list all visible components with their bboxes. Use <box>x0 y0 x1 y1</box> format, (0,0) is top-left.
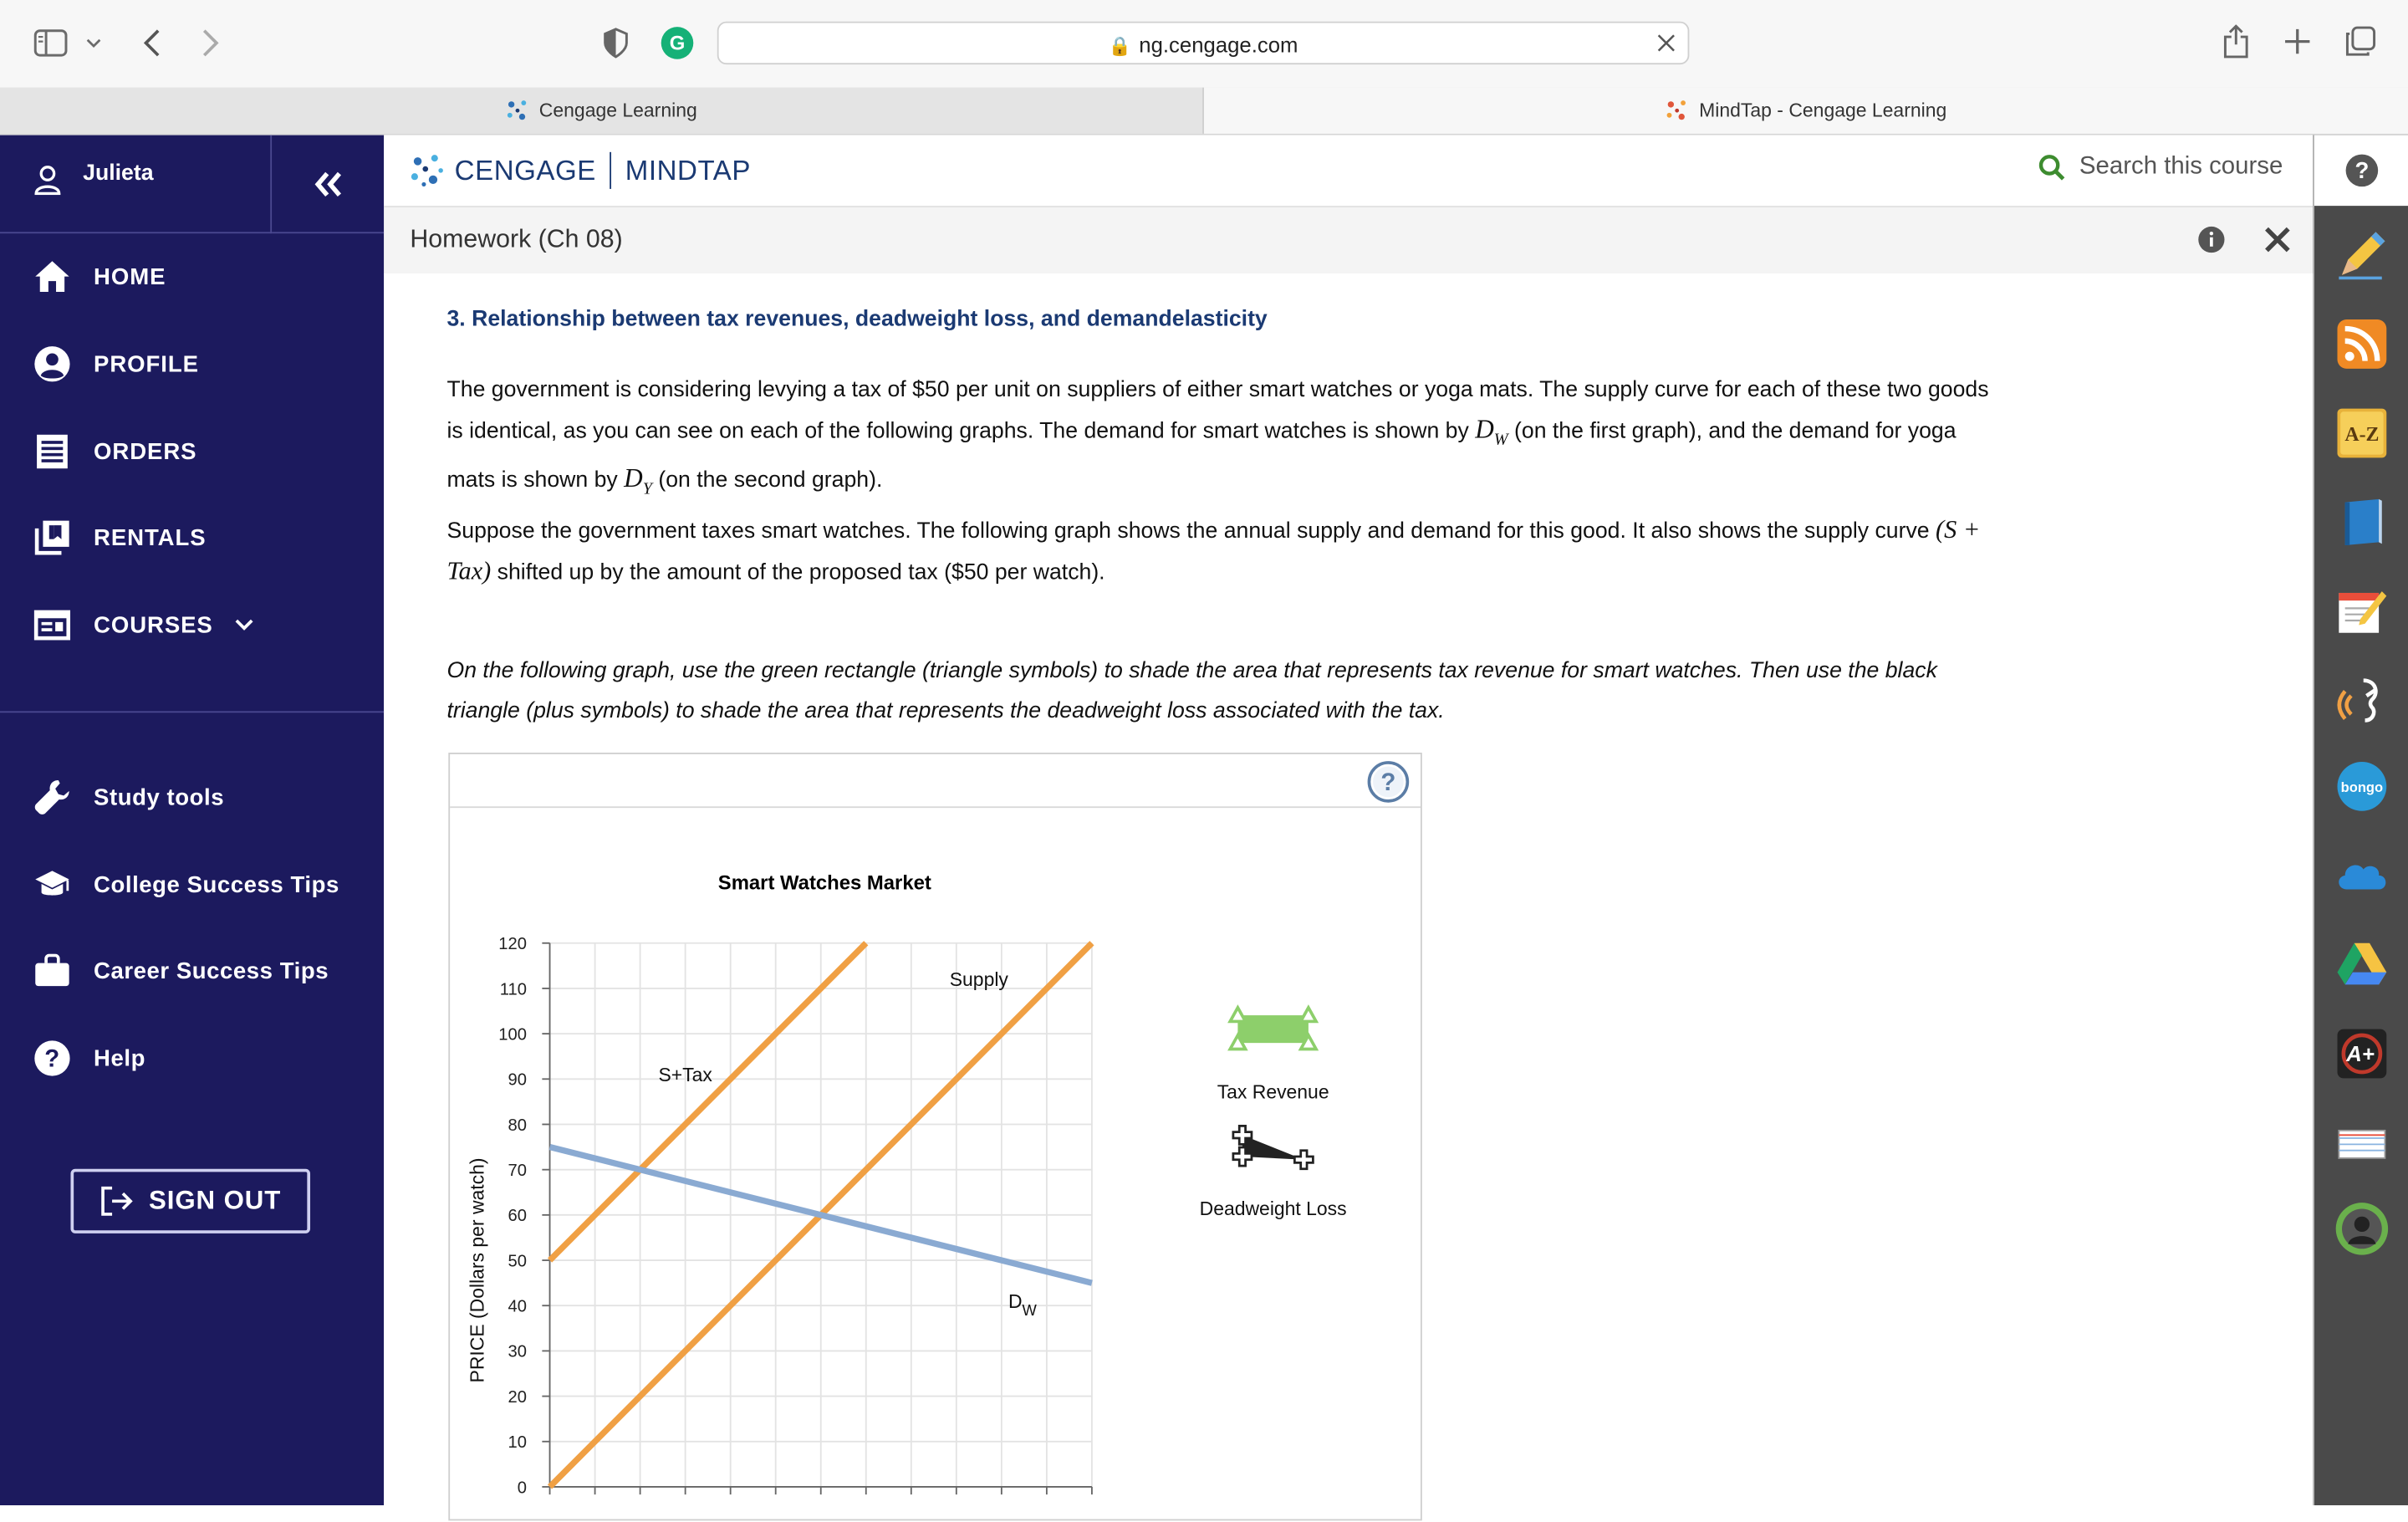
clear-url-icon[interactable] <box>1654 31 1678 55</box>
svg-text:A+: A+ <box>2346 1043 2375 1067</box>
y-tick-label: 10 <box>508 1433 527 1453</box>
graph-panel-header <box>450 754 1421 808</box>
graph-help-icon[interactable] <box>1367 760 1410 803</box>
svg-text:bongo: bongo <box>2340 779 2384 795</box>
paragraph-text: The government is considering levying a tax of $50 per unit on suppliers of either smart watches or yoga mats. The supply curve for each of these two goods is identical, as you can see on each of the following graphs. The demand for smart watches is shown by <box>446 377 1989 444</box>
cengage-logo-icon <box>409 152 446 189</box>
nav-label: College Success Tips <box>94 871 339 898</box>
readspeaker-icon[interactable] <box>2334 672 2390 728</box>
new-tab-plus-icon[interactable] <box>2279 23 2316 60</box>
nav-help[interactable] <box>0 1028 384 1089</box>
nav-college-success-tips[interactable] <box>0 854 384 915</box>
tax-revenue-legend-label: Tax Revenue <box>1217 1080 1329 1103</box>
nav-study-tools[interactable] <box>0 767 384 828</box>
demand-curve-label: $D_W$ <box>1008 1290 1037 1320</box>
rentals-icon <box>33 519 70 556</box>
chart-title: Smart Watches Market <box>717 871 931 895</box>
search-icon <box>2038 154 2065 181</box>
y-tick-label: 110 <box>499 980 527 999</box>
tab-label: MindTap - Cengage Learning <box>1699 100 1947 122</box>
nav-label: HOME <box>94 263 166 290</box>
orders-icon <box>33 433 70 470</box>
collapse-sidebar-button[interactable] <box>272 135 384 234</box>
y-tick-label: 100 <box>498 1025 527 1044</box>
chevron-down-icon[interactable] <box>83 31 105 55</box>
search-placeholder: Search this course <box>2079 153 2283 180</box>
briefcase-icon <box>33 953 70 989</box>
user-name: Julieta <box>83 161 154 186</box>
mindtap-favicon <box>1666 99 1690 123</box>
graph-panel <box>448 753 1421 1520</box>
tab-bar <box>0 88 2408 135</box>
paragraph-text: Suppose the government taxes smart watches. The following graph shows the annual supply and demand for this good. It also shows the supply curve <box>446 518 1936 544</box>
triangle-handle-icon <box>1301 1008 1316 1022</box>
ebook-icon[interactable] <box>2334 494 2390 549</box>
dictionary-a-z-icon[interactable] <box>2334 406 2390 461</box>
browser-tab-cengage[interactable] <box>0 88 1204 134</box>
nav-label: COURSES <box>94 611 213 639</box>
nav-label: RENTALS <box>94 524 207 551</box>
share-icon[interactable] <box>2217 22 2254 62</box>
double-chevron-left-icon <box>313 159 344 208</box>
y-tick-label: 90 <box>508 1070 527 1090</box>
cengage-mindtap-logo[interactable] <box>409 151 751 191</box>
svg-text:?: ? <box>44 1044 60 1073</box>
plus-handle-icon <box>1294 1151 1313 1169</box>
avatar-icon[interactable] <box>2334 1201 2390 1256</box>
brand-divider <box>610 152 611 189</box>
question-paragraph-2 <box>446 510 1997 593</box>
paragraph-text: (on the first graph), and the demand for yoga mats is shown by <box>446 419 1956 494</box>
app-dock <box>2313 135 2408 1505</box>
math-sub: Y <box>642 480 652 499</box>
y-tick-label: 40 <box>508 1297 527 1316</box>
y-tick-label: 70 <box>508 1162 527 1181</box>
browser-tab-mindtap[interactable] <box>1204 88 2408 134</box>
app-header <box>384 135 2313 207</box>
wrench-icon <box>33 779 70 815</box>
info-icon[interactable] <box>2197 226 2225 253</box>
deadweight-loss-legend-label: Deadweight Loss <box>1199 1197 1347 1219</box>
triangle-handle-icon <box>1230 1008 1245 1022</box>
notes-icon[interactable] <box>2334 584 2390 639</box>
grammarly-icon[interactable] <box>661 26 694 59</box>
sidebar <box>0 135 384 1505</box>
lock-icon: 🔒 <box>1108 35 1132 57</box>
sidebar-divider <box>0 711 384 712</box>
sign-out-button[interactable] <box>70 1169 310 1233</box>
flashcards-icon[interactable] <box>2334 1115 2390 1170</box>
question-instructions: On the following graph, use the green rectangle (triangle symbols) to shade the area that represents tax revenue for smart watches. Then use the black triangle (plus symbols) to shade the area that represents the deadweight loss associated with the tax. <box>446 658 1937 724</box>
tax-revenue-swatch <box>1237 1015 1308 1043</box>
y-tick-label: 80 <box>508 1116 527 1135</box>
onedrive-icon[interactable] <box>2334 848 2390 903</box>
assignment-bar <box>384 207 2313 275</box>
y-axis-label: PRICE (Dollars per watch) <box>466 1157 488 1383</box>
back-arrow-icon[interactable] <box>135 24 169 61</box>
question-paragraph-1 <box>446 370 1997 510</box>
url-text: ng.cengage.com <box>1139 32 1298 57</box>
browser-toolbar <box>0 0 2408 89</box>
svg-text:A-Z: A-Z <box>2344 424 2380 447</box>
sign-out-label: SIGN OUT <box>148 1185 282 1215</box>
nav-rentals[interactable] <box>0 507 384 568</box>
math-dy <box>624 464 652 499</box>
question-content <box>384 273 2313 1505</box>
brand-cengage: CENGAGE <box>454 154 596 186</box>
sidebar-toggle-icon[interactable] <box>31 26 71 59</box>
chevron-down-icon <box>234 619 253 631</box>
tab-overview-icon[interactable] <box>2340 23 2380 60</box>
help-button[interactable] <box>2314 135 2408 206</box>
y-tick-label: 0 <box>517 1479 527 1498</box>
google-drive-icon[interactable] <box>2334 937 2390 992</box>
nav-career-success-tips[interactable] <box>0 940 384 1001</box>
address-bar[interactable] <box>717 22 1690 64</box>
cengage-favicon <box>505 99 529 123</box>
paragraph-text: (on the second graph). <box>651 468 883 494</box>
nav-label: ORDERS <box>94 438 197 465</box>
math-main: D <box>1475 414 1494 444</box>
nav-profile[interactable] <box>0 334 384 395</box>
math-main: D <box>624 464 643 494</box>
aplia-icon[interactable] <box>2334 1026 2390 1081</box>
y-tick-label: 120 <box>498 935 527 954</box>
deadweight-loss-tool[interactable] <box>1233 1126 1314 1168</box>
nav-label: PROFILE <box>94 350 199 377</box>
course-search[interactable] <box>2038 154 2283 181</box>
svg-text:?: ? <box>1380 768 1396 796</box>
math-s-plus-tax: (S + Tax) <box>446 514 1981 585</box>
tax-revenue-tool[interactable] <box>1230 1008 1316 1050</box>
nav-label: Help <box>94 1044 145 1072</box>
rss-feed-icon[interactable] <box>2334 316 2390 371</box>
s-plus-tax-curve-label: S+Tax <box>658 1064 712 1086</box>
nav-label: Career Success Tips <box>94 958 329 984</box>
math-dw <box>1475 414 1508 450</box>
forward-arrow-icon[interactable] <box>193 24 227 61</box>
user-profile-box[interactable] <box>0 135 272 234</box>
math-sub: W <box>1493 431 1508 450</box>
privacy-shield-icon[interactable] <box>599 24 632 61</box>
y-tick-label: 20 <box>508 1387 527 1407</box>
profile-icon <box>33 345 70 382</box>
question-heading: 3. Relationship between tax revenues, deadweight loss, and demandelasticity <box>446 307 1268 332</box>
help-icon <box>2345 154 2379 187</box>
pencil-icon[interactable] <box>2334 227 2390 283</box>
home-icon <box>33 258 70 295</box>
smart-watches-market-chart[interactable] <box>450 806 1421 1522</box>
nav-label: Study tools <box>94 784 225 810</box>
tab-label: Cengage Learning <box>538 100 697 122</box>
graduation-cap-icon <box>33 866 70 903</box>
svg-text:G: G <box>669 32 686 55</box>
close-icon[interactable] <box>2263 226 2291 253</box>
assignment-title: Homework (Ch 08) <box>410 225 623 254</box>
nav-home[interactable] <box>0 246 384 307</box>
brand-mindtap: MINDTAP <box>625 154 751 186</box>
paragraph-text: shifted up by the amount of the proposed tax ($50 per watch). <box>491 560 1105 585</box>
svg-text:?: ? <box>2354 157 2370 184</box>
y-tick-label: 50 <box>508 1252 527 1271</box>
y-tick-label: 30 <box>508 1342 527 1361</box>
help-icon <box>33 1039 70 1076</box>
bongo-icon[interactable] <box>2334 758 2390 814</box>
nav-orders[interactable] <box>0 421 384 482</box>
y-tick-label: 60 <box>508 1207 527 1226</box>
nav-courses[interactable] <box>0 595 384 656</box>
user-icon <box>33 165 61 203</box>
courses-icon <box>33 607 70 644</box>
supply-curve-label: Supply <box>949 968 1008 991</box>
sign-out-icon <box>99 1186 133 1217</box>
